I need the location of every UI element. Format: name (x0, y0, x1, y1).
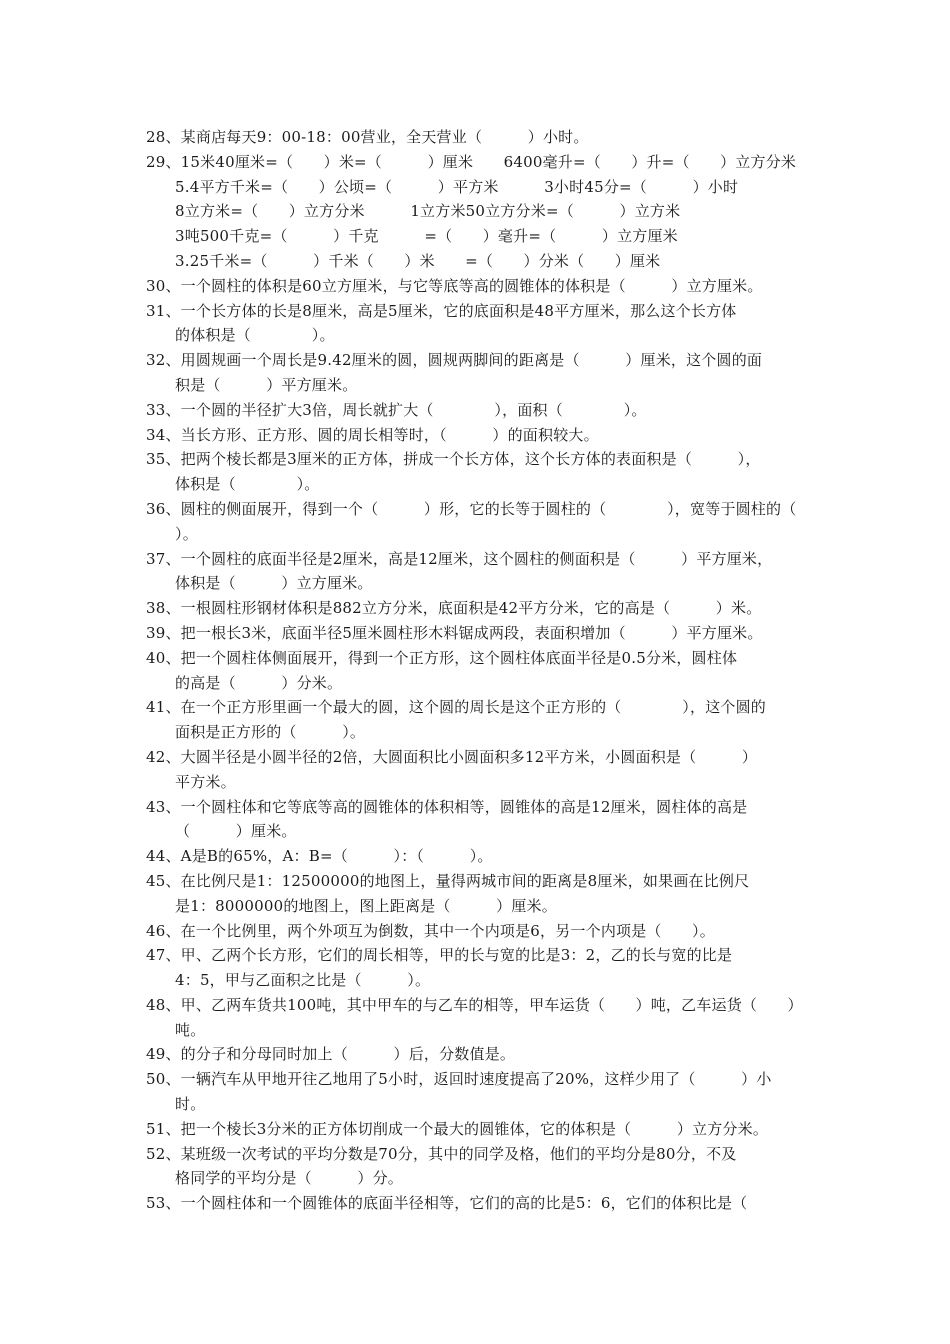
question-31-continued: 的体积是（ ）。 (175, 326, 335, 345)
question-39: 39、把一根长3米，底面半径5厘米圆柱形木料锯成两段，表面积增加（ ）平方厘米。 (146, 623, 763, 642)
question-32: 32、用圆规画一个周长是9.42厘米的圆，圆规两脚间的距离是（ ）厘米，这个圆的面 (146, 351, 763, 370)
question-34: 34、当长方形、正方形、圆的周长相等时，（ ）的面积较大。 (146, 425, 599, 444)
question-29-line-3: 8立方米=（ ）立方分米 1立方米50立方分米=（ ）立方米 (175, 202, 681, 221)
question-35: 35、把两个棱长都是3厘米的正方体，拼成一个长方体，这个长方体的表面积是（ ）， (146, 450, 761, 469)
question-45-continued: 是1：8000000的地图上，图上距离是（ ）厘米。 (175, 896, 557, 915)
question-47-continued: 4：5，甲与乙面积之比是（ ）。 (175, 971, 431, 990)
question-46: 46、在一个比例里，两个外项互为倒数，其中一个内项是6，另一个内项是（ ）。 (146, 921, 715, 940)
question-36: 36、圆柱的侧面展开，得到一个（ ）形，它的长等于圆柱的（ ），宽等于圆柱的（ (146, 499, 797, 518)
question-40-continued: 的高是（ ）分米。 (175, 673, 343, 692)
question-43: 43、一个圆柱体和它等底等高的圆锥体的体积相等，圆锥体的高是12厘米，圆柱体的高是 (146, 797, 748, 816)
question-29-line-4: 3吨500千克=（ ）千克 =（ ）毫升=（ ）立方厘米 (175, 227, 678, 246)
question-list (0, 125, 950, 1216)
question-40: 40、把一个圆柱体侧面展开，得到一个正方形，这个圆柱体底面半径是0.5分米，圆柱体 (146, 648, 738, 667)
question-33: 33、一个圆的半径扩大3倍，周长就扩大（ ），面积（ ）。 (146, 400, 647, 419)
question-47: 47、甲、乙两个长方形，它们的周长相等，甲的长与宽的比是3：2，乙的长与宽的比是 (146, 946, 733, 965)
question-36-continued: ）。 (175, 524, 198, 543)
question-52-continued: 格同学的平均分是（ ）分。 (175, 1169, 404, 1188)
question-43-continued: （ ）厘米。 (175, 822, 297, 841)
question-42-continued: 平方米。 (175, 772, 236, 791)
question-53: 53、一个圆柱体和一个圆锥体的底面半径相等，它们的高的比是5：6，它们的体积比是（ (146, 1194, 748, 1213)
question-28: 28、某商店每天9：00-18：00营业，全天营业（ ）小时。 (146, 128, 589, 146)
question-31: 31、一个长方体的长是8厘米，高是5厘米，它的底面积是48平方厘米，那么这个长方体 (146, 301, 737, 320)
question-30: 30、一个圆柱的体积是60立方厘米，与它等底等高的圆锥体的体积是（ ）立方厘米。 (146, 276, 763, 295)
question-32-continued: 积是（ ）平方厘米。 (175, 375, 358, 394)
question-41-continued: 面积是正方形的（ ）。 (175, 723, 366, 742)
question-48: 48、甲、乙两车货共100吨，其中甲车的与乙车的相等，甲车运货（ ）吨，乙车运货（ ） (146, 995, 803, 1014)
question-35-continued: 体积是（ ）。 (175, 475, 320, 494)
question-49: 49、的分子和分母同时加上（ ）后，分数值是。 (146, 1045, 516, 1064)
question-52: 52、某班级一次考试的平均分数是70分，其中的同学及格，他们的平均分是80分，不及 (146, 1144, 737, 1163)
question-51: 51、把一个棱长3分米的正方体切削成一个最大的圆锥体，它的体积是（ ）立方分米。 (146, 1119, 769, 1138)
question-38: 38、一根圆柱形钢材体积是882立方分米，底面积是42平方分米，它的高是（ ）米。 (146, 599, 762, 618)
question-50: 50、一辆汽车从甲地开往乙地用了5小时，返回时速度提高了20%，这样少用了（ ）小 (146, 1070, 772, 1089)
question-41: 41、在一个正方形里画一个最大的圆，这个圆的周长是这个正方形的（ ），这个圆的 (146, 698, 766, 717)
question-29-line-5: 3.25千米=（ ）千米（ ）米 =（ ）分米（ ）厘米 (175, 251, 661, 270)
question-50-continued: 时。 (175, 1095, 206, 1114)
question-48-continued: 吨。 (175, 1020, 206, 1039)
question-29: 29、15米40厘米=（ ）米=（ ）厘米 6400毫升=（ ）升=（ ）立方分米 (146, 152, 797, 171)
question-29-line-2: 5.4平方千米=（ ）公顷=（ ）平方米 3小时45分=（ ）小时 (175, 177, 739, 196)
question-44: 44、A是B的65%，A：B=（ ）：（ ）。 (146, 847, 493, 866)
question-45: 45、在比例尺是1：12500000的地图上，量得两城市间的距离是8厘米，如果画在比例尺 (146, 871, 750, 890)
question-37-continued: 体积是（ ）立方厘米。 (175, 574, 373, 593)
question-37: 37、一个圆柱的底面半径是2厘米，高是12厘米，这个圆柱的侧面积是（ ）平方厘米， (146, 549, 773, 568)
question-42: 42、大圆半径是小圆半径的2倍，大圆面积比小圆面积多12平方米，小圆面积是（ ） (146, 747, 758, 766)
